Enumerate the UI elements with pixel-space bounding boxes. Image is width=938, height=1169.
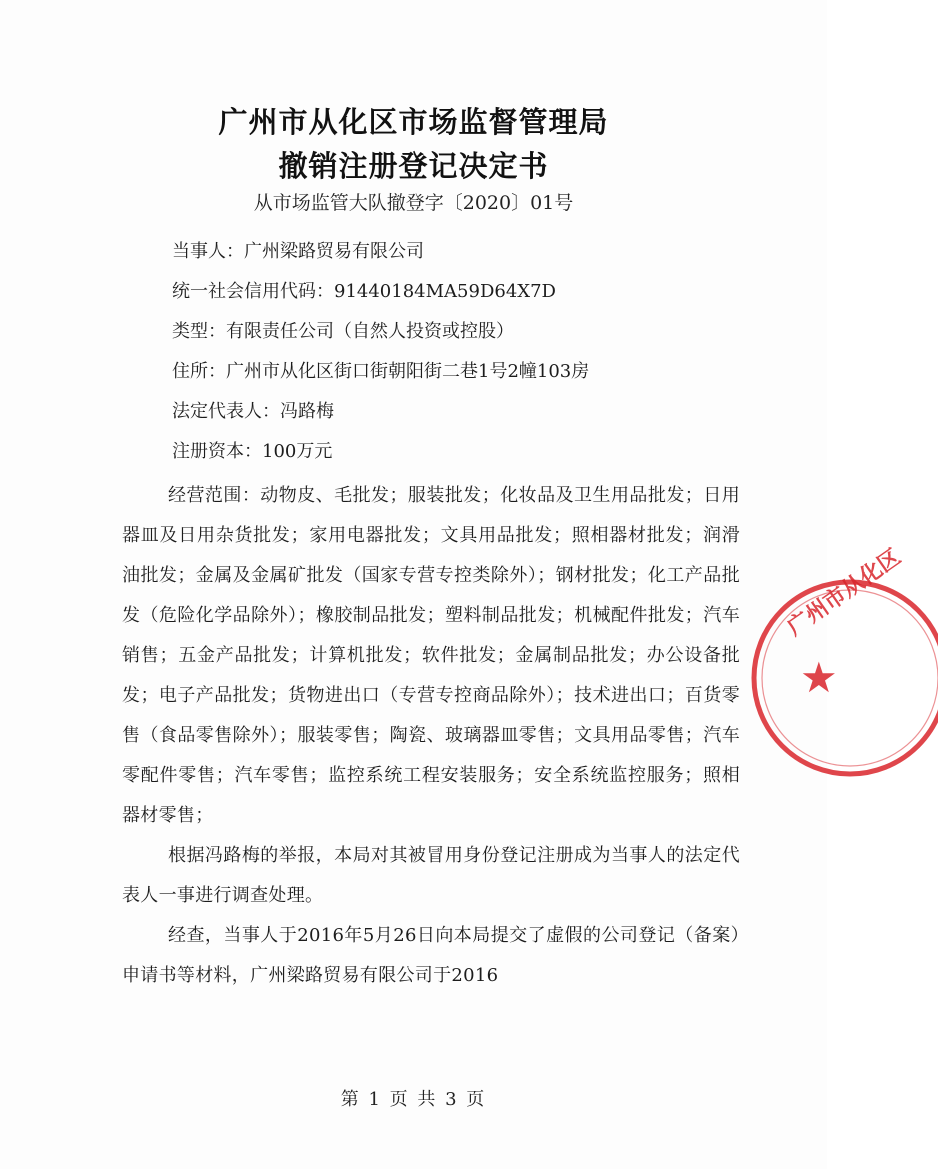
business-scope-paragraph: 经营范围：动物皮、毛批发；服装批发；化妆品及卫生用品批发；日用器皿及日用杂货批发；家用电器批发；文具用品批发；照相器材批发；润滑油批发；金属及金属矿批发（国家专营专控类除外）；钢材批发；化工产品批发（危险化学品除外）；橡胶制品批发；塑料制品批发；机械配件批发；汽车销售；五金产品批发；计算机批发；软件批发；金属制品批发；办公设备批发；电子产品批发；货物进出口（专营专控商品除外）；技术进出口；百货零售（食品零售除外）；服装零售；陶瓷、玻璃器皿零售；文具用品零售；汽车零配件零售；汽车零售；监控系统工程安装服务；安全系统监控服务；照相器材零售； <box>122 485 740 826</box>
field-value: 100万元 <box>262 441 333 462</box>
field-address <box>172 352 732 392</box>
document-body <box>122 476 740 996</box>
field-value: 广州市从化区街口街朝阳街二巷1号2幢103房 <box>226 361 590 382</box>
page-footer: 第 1 页 共 3 页 <box>340 1089 487 1110</box>
seal-text: 广州市从化区 <box>783 544 906 641</box>
field-party <box>172 232 732 272</box>
field-label: 统一社会信用代码： <box>172 281 334 302</box>
field-type <box>172 312 732 352</box>
seal-graphic <box>738 544 938 790</box>
issuing-authority-title: 广州市从化区市场监督管理局 <box>218 105 609 139</box>
field-legal-representative <box>172 392 732 432</box>
decision-title: 撤销注册登记决定书 <box>278 149 549 183</box>
field-label: 法定代表人： <box>172 401 280 422</box>
field-registered-capital <box>172 432 732 472</box>
field-label: 注册资本： <box>172 441 262 462</box>
seal-ring <box>754 582 938 774</box>
report-paragraph: 根据冯路梅的举报，本局对其被冒用身份登记注册成为当事人的法定代表人一事进行调查处理。 <box>122 845 740 906</box>
field-label: 类型： <box>172 321 226 342</box>
party-info <box>172 232 732 472</box>
field-credit-code <box>172 272 732 312</box>
official-seal <box>738 544 906 790</box>
field-value: 有限责任公司（自然人投资或控股） <box>226 321 514 342</box>
finding-paragraph: 经查，当事人于2016年5月26日向本局提交了虚假的公司登记（备案）申请书等材料，广州梁路贸易有限公司于2016 <box>122 925 740 986</box>
document-number: 从市场监管大队撤登字〔2020〕01号 <box>253 192 574 214</box>
field-label: 住所： <box>172 361 226 382</box>
field-value: 冯路梅 <box>280 401 334 422</box>
field-value: 91440184MA59D64X7D <box>334 281 556 302</box>
field-label: 当事人： <box>172 241 244 262</box>
field-value: 广州梁路贸易有限公司 <box>244 241 424 262</box>
seal-star-icon: ★ <box>800 653 838 702</box>
document-header <box>0 100 827 216</box>
